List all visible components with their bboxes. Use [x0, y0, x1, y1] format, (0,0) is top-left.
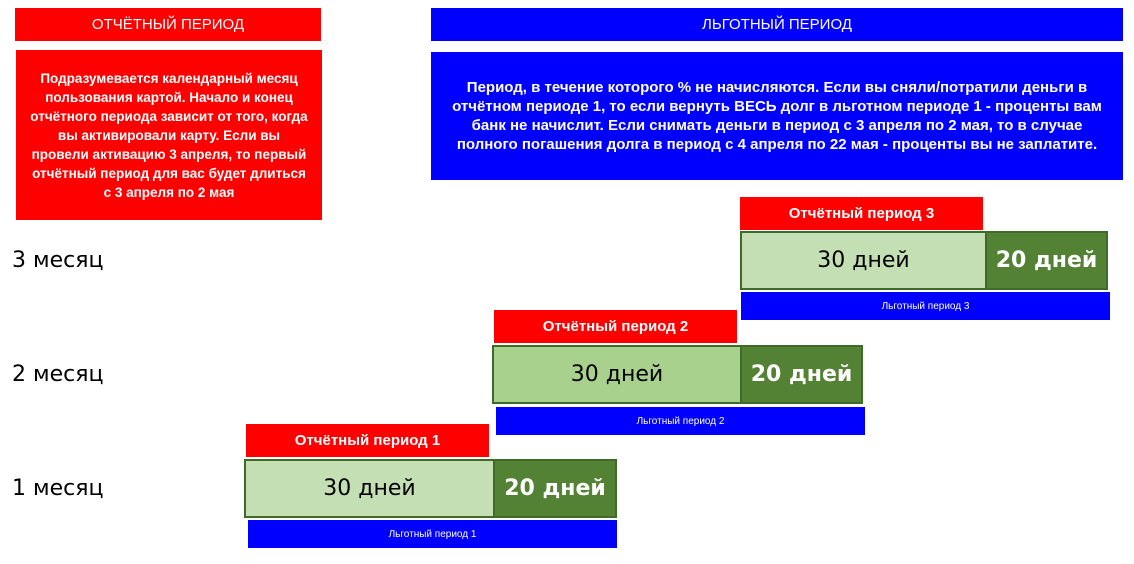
grace-period-1-label: Льготный период 1 [248, 520, 617, 548]
reporting-period-2-label: Отчётный период 2 [494, 310, 737, 343]
reporting-period-3-label: Отчётный период 3 [740, 197, 983, 230]
grace-period-3-label: Льготный период 3 [741, 292, 1110, 320]
reporting-period-1-bar: 30 дней [244, 459, 495, 518]
reporting-period-2-bar: 30 дней [492, 345, 742, 404]
grace-period-2-label: Льготный период 2 [496, 407, 865, 435]
grace-days-3-bar: 20 дней [985, 231, 1108, 290]
month-3-label: 3 месяц [12, 248, 104, 273]
grace-days-2-bar: 20 дней [740, 345, 863, 404]
month-2-label: 2 месяц [12, 362, 104, 387]
reporting-period-1-label: Отчётный период 1 [246, 424, 489, 457]
grace-days-1-bar: 20 дней [493, 459, 617, 518]
reporting-period-header: ОТЧЁТНЫЙ ПЕРИОД [15, 8, 321, 41]
reporting-period-description: Подразумевается календарный месяц пользования картой. Начало и конец отчётного периода зависит от того, когда вы активировали карту. Если вы провели активацию 3 апреля, то первый отчётный период для вас будет длиться с 3 апреля по 2 мая [16, 50, 322, 220]
grace-period-header: ЛЬГОТНЫЙ ПЕРИОД [431, 8, 1123, 41]
month-1-label: 1 месяц [12, 476, 104, 501]
grace-period-description: Период, в течение которого % не начисляются. Если вы сняли/потратили деньги в отчётном периоде 1, то если вернуть ВЕСЬ долг в льготном периоде 1 - проценты вам банк не начислит. Если снимать деньги в период с 3 апреля по 2 мая, то в случае полного погашения долга в период с 4 апреля по 22 мая - проценты вы не заплатите. [431, 52, 1123, 180]
reporting-period-3-bar: 30 дней [740, 231, 987, 290]
